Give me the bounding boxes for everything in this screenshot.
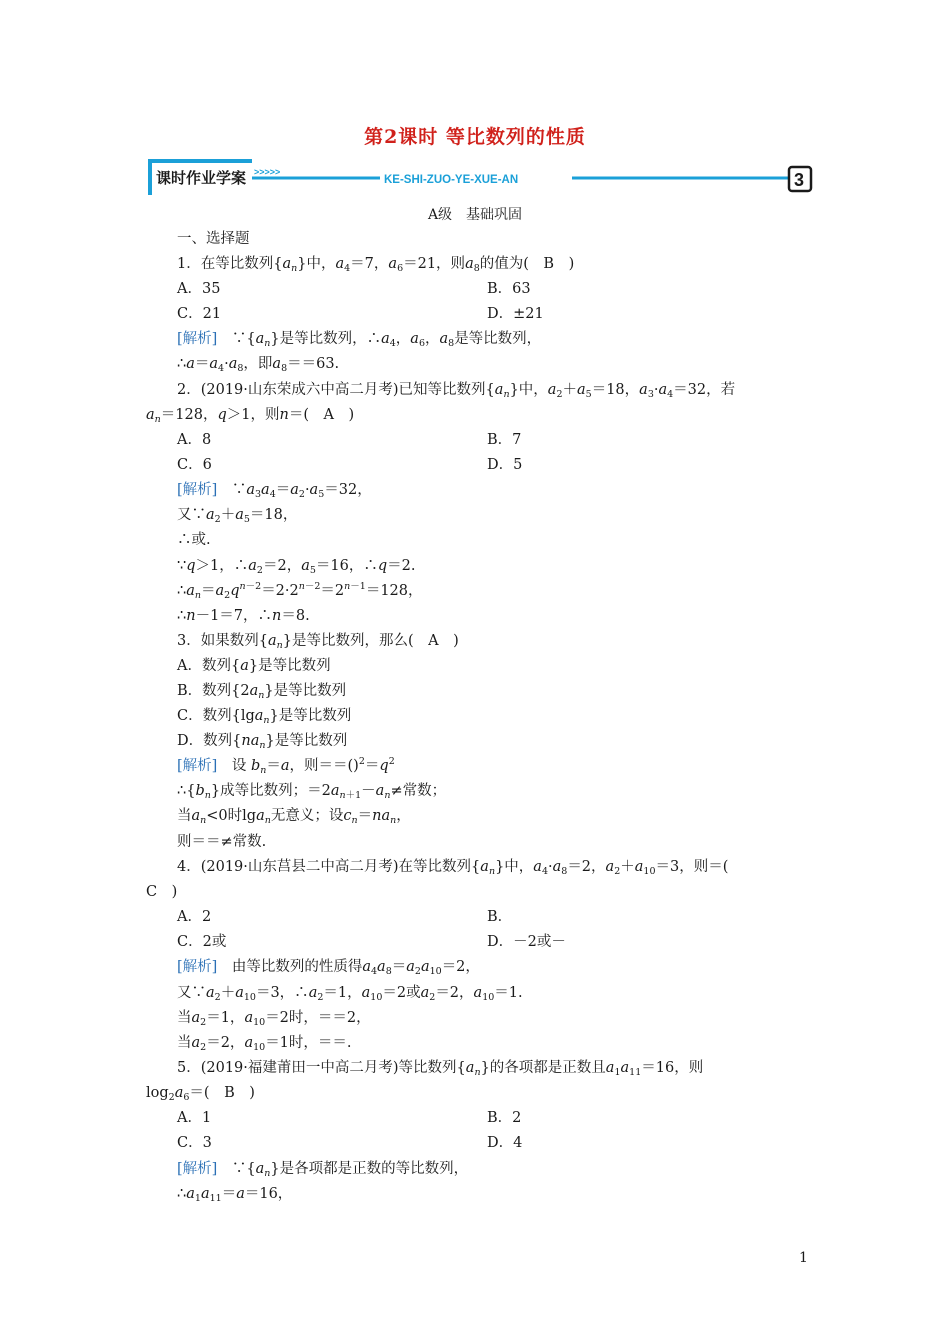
banner-arrows: >>>>> — [254, 167, 281, 177]
banner-graphic — [148, 158, 813, 196]
q5-solution-line-1: [解析] $\because\{a_n\}$是各项都是正数的等比数列， — [177, 1161, 469, 1179]
q2-solution-line-5: $\therefore a_n=a_2q^{n-2}=2\cdot 2^{n-2}=2^{n-1}=128$， — [177, 581, 423, 601]
question-4-stem-cont: C ) — [146, 884, 178, 900]
section-banner — [148, 158, 813, 196]
analysis-tag: [解析] — [177, 1161, 218, 1177]
question-5-stem-cont: $\log_2a_6=$( B ) — [146, 1085, 255, 1103]
q2-solution-line-6: ∴n－1＝7，∴n＝8. — [177, 608, 310, 624]
level-heading: A级 基础巩固 — [427, 207, 523, 223]
banner-left-bar — [148, 159, 152, 195]
q5-solution-line-2: $\therefore a_1a_{11}=a=16$， — [177, 1186, 293, 1204]
analysis-tag: [解析] — [177, 482, 218, 498]
question-2-stem: 2．(2019·山东荣成六中高二月考)已知等比数列$\{a_n\}$中，$a_2+a_5=18$，$a_3\cdot a_4=32$，若 — [177, 382, 736, 400]
banner-top-bar — [152, 159, 252, 163]
question-5-stem: 5．(2019·福建莆田一中高二月考)等比数列$\{a_n\}$的各项都是正数且$a_1a_{11}=16$，则 — [177, 1060, 704, 1078]
page-number: 1 — [799, 1250, 808, 1266]
q4-solution-line-2: 又$\because a_2+a_{10}=3$，$\therefore a_2=1$，$a_{10}=2$或$a_2=2$，$a_{10}=1$. — [177, 985, 523, 1003]
q2-option-b: B．7 — [487, 432, 522, 448]
q1-option-b: B．63 — [487, 281, 531, 297]
q2-option-d: D．5 — [487, 457, 523, 473]
q3-option-a: A．数列{a}是等比数列 — [177, 658, 331, 674]
q4-solution-line-3: 当$a_2=1$，$a_{10}=2$时，＝＝2， — [177, 1010, 371, 1028]
q4-solution-line-1: [解析] 由等比数列的性质得$a_4a_8=a_2a_{10}=2$， — [177, 959, 480, 977]
banner-label: 课时作业学案 — [156, 170, 247, 187]
analysis-tag: [解析] — [177, 758, 218, 774]
question-1-stem: 1．在等比数列$\{a_n\}$中，$a_4=7$，$a_6=21$，则$a_8$的值为( B ) — [177, 256, 575, 274]
q4-option-a: A．2 — [177, 909, 212, 925]
section-heading: 一、选择题 — [177, 231, 250, 247]
q4-option-d: D．－2或－ — [487, 934, 566, 950]
q1-option-a: A．35 — [177, 281, 221, 297]
q3-solution-line-4: 则＝＝≠常数. — [177, 834, 267, 850]
q3-option-b: B．数列$\{2a_n\}$是等比数列 — [177, 683, 347, 701]
q1-solution-line-1: [解析] $\because\{a_n\}$是等比数列，$\therefore a_4$，$a_6$，$a_8$是等比数列， — [177, 331, 542, 349]
q2-option-a: A．8 — [177, 432, 212, 448]
q3-solution-line-2: $\therefore\{b_n\}$成等比数列；$=2a_{n+1}-a_n\ne$常数； — [177, 783, 447, 801]
q2-option-c: C．6 — [177, 457, 212, 473]
q2-solution-line-2: 又$\because a_2+a_5=18$， — [177, 507, 298, 525]
question-2-stem-cont: $a_n=128$，q＞1，则n＝( A ) — [146, 407, 355, 425]
q3-option-c: C．数列{lga$_n$}是等比数列 — [177, 708, 352, 726]
q3-solution-line-3: 当$a_n<0$时lga$_n$无意义；设$c_n=na_n$， — [177, 808, 411, 826]
q5-option-d: D．4 — [487, 1135, 523, 1151]
q4-option-c: C．2或 — [177, 934, 227, 950]
analysis-tag: [解析] — [177, 331, 218, 347]
q5-option-c: C．3 — [177, 1135, 212, 1151]
question-4-stem: 4．(2019·山东莒县二中高二月考)在等比数列$\{a_n\}$中，$a_4\cdot a_8=2$，$a_2+a_{10}=3$，则＝( — [177, 859, 729, 877]
banner-badge: 3 — [794, 170, 805, 190]
q1-option-d: D．±21 — [487, 306, 544, 322]
question-3-stem: 3．如果数列$\{a_n\}$是等比数列，那么( A ) — [177, 633, 459, 651]
page-title: 第2课时 等比数列的性质 — [364, 126, 586, 148]
q4-option-b: B． — [487, 909, 513, 925]
q3-solution-line-1: [解析] 设 $b_n=a$，则$==()^2=q^2$ — [177, 756, 395, 776]
q2-solution-line-4: ∵q＞1，$\therefore a_2=2$，$a_5=16$，∴q＝2. — [177, 558, 416, 576]
q5-option-a: A．1 — [177, 1110, 212, 1126]
q2-solution-line-1: [解析] $\because a_3a_4=a_2\cdot a_5=32$， — [177, 482, 372, 500]
q2-solution-line-3: ∴或. — [177, 532, 211, 548]
banner-pinyin: KE-SHI-ZUO-YE-XUE-AN — [384, 174, 519, 186]
q3-option-d: D．数列$\{na_n\}$是等比数列 — [177, 733, 348, 751]
q1-solution-line-2: $\therefore a=a_4\cdot a_8$，即$a_8==63$. — [177, 356, 340, 374]
q5-option-b: B．2 — [487, 1110, 522, 1126]
q1-option-c: C．21 — [177, 306, 222, 322]
q4-solution-line-4: 当$a_2=2$，$a_{10}=1$时，＝＝. — [177, 1035, 352, 1053]
analysis-tag: [解析] — [177, 959, 218, 975]
